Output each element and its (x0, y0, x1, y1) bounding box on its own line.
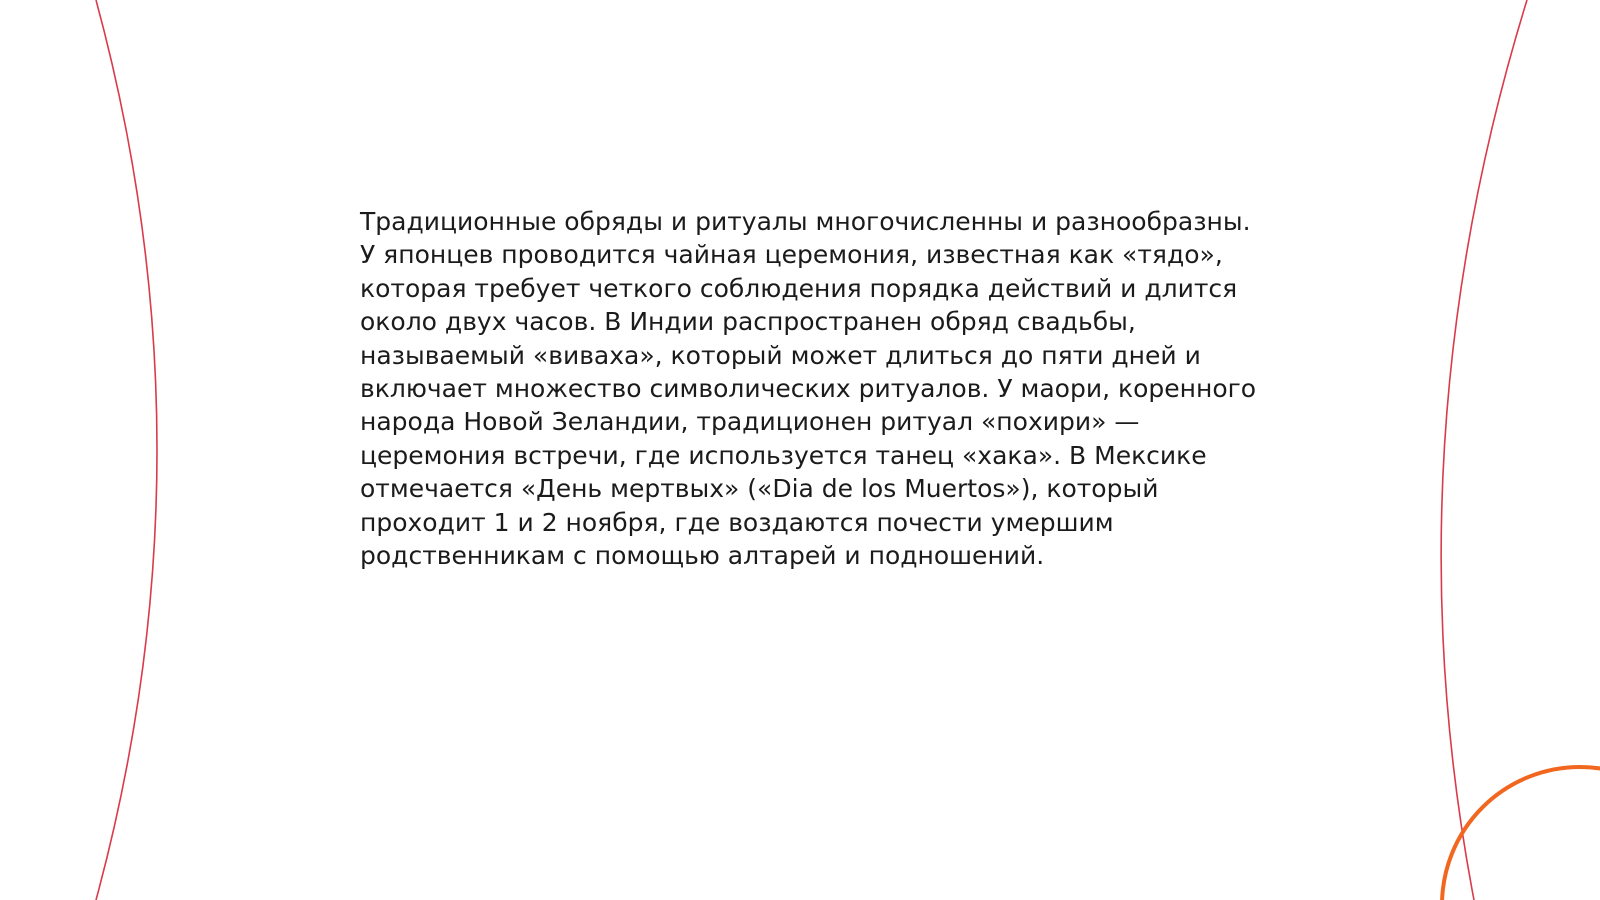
left-curve-line (96, 0, 157, 900)
body-paragraph: Традиционные обряды и ритуалы многочисленны и разнообразны. У японцев проводится чайная церемония, известная как «тядо», которая требует четкого соблюдения порядка действий и длится около двух часов. В Индии распространен обряд свадьбы, называемый «виваха», который может длиться до пяти дней и включает множество символических ритуалов. У маори, коренного народа Новой Зеландии, традиционен ритуал «похири» — церемония встречи, где используется танец «хака». В Мексике отмечается «День мертвых» («Dia de los Muertos»), который проходит 1 и 2 ноября, где воздаются почести умершим родственникам с помощью алтарей и подношений. (360, 207, 1257, 571)
right-curve-line (1441, 0, 1527, 900)
orange-circle-outline (1442, 767, 1600, 900)
